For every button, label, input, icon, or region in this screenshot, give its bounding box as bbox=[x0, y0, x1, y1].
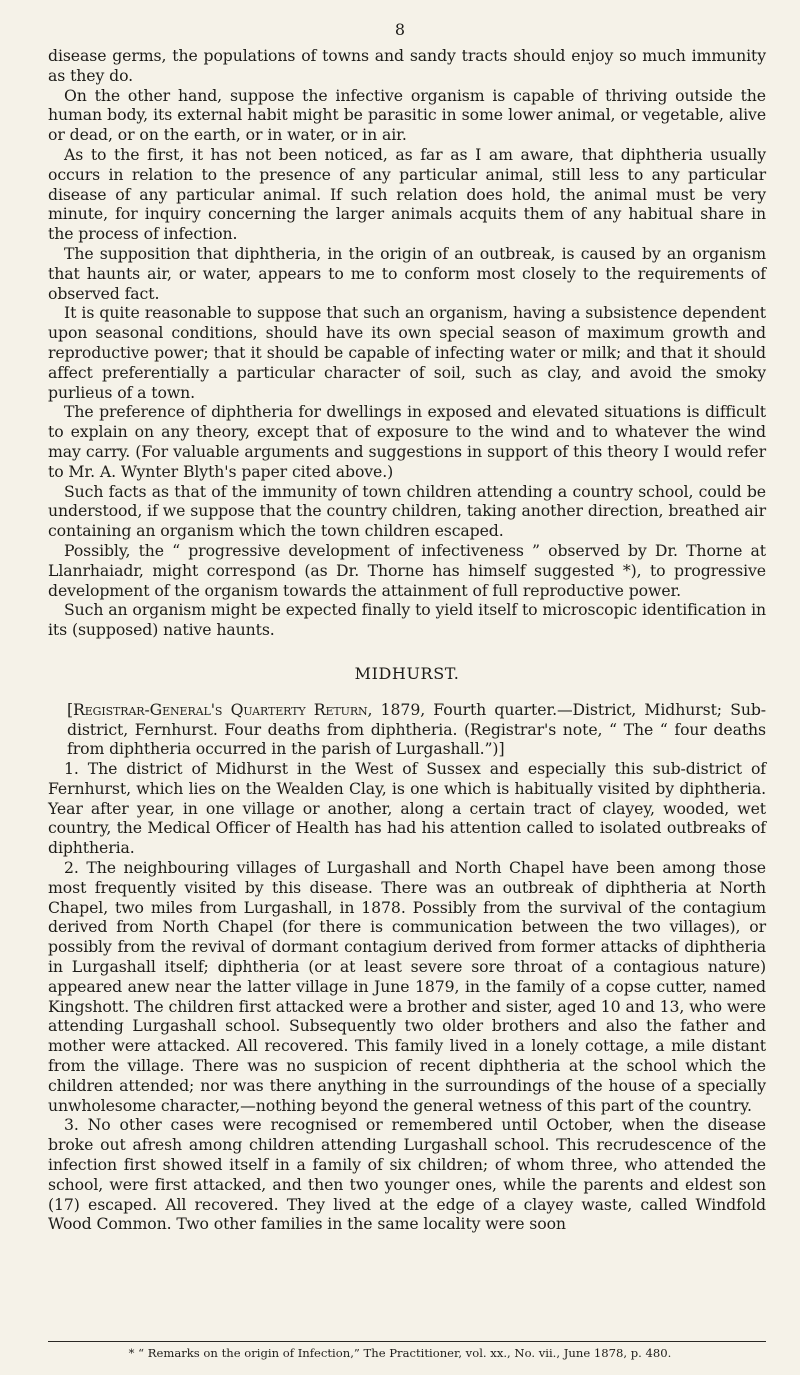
return-source: [Registrar-General's Quarterty Return, bbox=[67, 699, 373, 719]
footnote: * “ Remarks on the origin of Infection,” The Practitioner, vol. xx., No. vii., June 1878, p. 480. bbox=[128, 1346, 672, 1360]
body-text bbox=[48, 46, 766, 1234]
paragraph: The preference of diphtheria for dwellings in exposed and elevated situations is difficult to explain on any theory, except that of exposure to the wind and to whatever the wind may carry. (For valuable arguments and suggestions in support of this theory I would refer to Mr. A. Wynter Blyth's paper cited above.) bbox=[48, 402, 766, 481]
paragraph: Such an organism might be expected finally to yield itself to microscopic identification in its (supposed) native haunts. bbox=[48, 600, 766, 640]
page-number: 8 bbox=[394, 20, 406, 39]
paragraph: As to the first, it has not been noticed, as far as I am aware, that diphtheria usually occurs in relation to the presence of any particular animal, still less to any particular disease of any particular animal. If such relation does hold, the animal must be very minute, for inquiry concerning the larger animals acquits them of any habitual share in the process of infection. bbox=[48, 144, 766, 244]
paragraph: 3. No other cases were recognised or remembered until October, when the disease broke out afresh among children attending Lurgashall school. This recrudescence of the infection first showed itself in a family of six children; of whom three, who attended the school, were first attacked, and then two younger ones, while the parents and eldest son (17) escaped. All recovered. They lived at the edge of a clayey waste, called Windfold Wood Common. Two other families in the same locality were soon bbox=[48, 1115, 766, 1234]
paragraph: Possibly, the “ progressive development of infectiveness ” observed by Dr. Thorne at Llanrhaiadr, might correspond (as Dr. Thorne has himself suggested *), to progressive development of the organism towards the attainment of full reproductive power. bbox=[48, 540, 766, 600]
paragraph: On the other hand, suppose the infective organism is capable of thriving outside the human body, its external habit might be parasitic in some lower animal, or vegetable, alive or dead, or on the earth, or in water, or in air. bbox=[48, 85, 766, 145]
paragraph: 2. The neighbouring villages of Lurgashall and North Chapel have been among those most frequently visited by this disease. There was an outbreak of diphtheria at North Chapel, two miles from Lurgashall, in 1878. Possibly from the survival of the contagium derived from North Chapel (for there is communication between the two villages), or possibly from the revival of dormant contagium derived from former attacks of diphtheria in Lurgashall itself; diphtheria (or at least severe sore throat of a contagious nature) appeared anew near the latter village in June 1879, in the family of a copse cutter, named Kingshott. The children first attacked were a brother and sister, aged 10 and 13, who were attending Lurgashall school. Subsequently two older brothers and also the father and mother were attacked. All recovered. This family lived in a lonely cottage, a mile distant from the village. There was no suspicion of recent diphtheria at the school which the children attended; nor was there anything in the surroundings of the house of a specially unwholesome character,—nothing beyond the general wetness of this part of the country. bbox=[48, 858, 766, 1115]
paragraph: It is quite reasonable to suppose that such an organism, having a subsistence dependent upon seasonal conditions, should have its own special season of maximum growth and reproductive power; that it should be capable of infecting water or milk; and that it should affect preferentially a particular character of soil, such as clay, and avoid the smoky purlieus of a town. bbox=[48, 303, 766, 402]
return-note bbox=[48, 700, 766, 759]
footnote-rule bbox=[48, 1341, 766, 1342]
return-details: 1879, Fourth quarter.—District, Midhurst; Sub-district, Fernhurst. Four deaths from diphtheria. (Registrar's note, “ The “ four deaths from diphtheria occurred in the parish of Lurgashall.”)] bbox=[67, 699, 766, 759]
paragraph: disease germs, the populations of towns and sandy tracts should enjoy so much immunity as they do. bbox=[48, 46, 766, 85]
paragraph: Such facts as that of the immunity of town children attending a country school, could be understood, if we suppose that the country children, taking another direction, breathed air containing an organism which the town children escaped. bbox=[48, 481, 766, 541]
paragraph: The supposition that diphtheria, in the origin of an outbreak, is caused by an organism that haunts air, or water, appears to me to conform most closely to the requirements of observed fact. bbox=[48, 243, 766, 303]
section-heading: MIDHURST. bbox=[354, 663, 460, 683]
paragraph: 1. The district of Midhurst in the West of Sussex and especially this sub-district of Fernhurst, which lies on the Wealden Clay, is one which is habitually visited by diphtheria. Year after year, in one village or another, along a certain tract of clayey, wooded, wet country, the Medical Officer of Health has had his attention called to isolated outbreaks of diphtheria. bbox=[48, 759, 766, 858]
